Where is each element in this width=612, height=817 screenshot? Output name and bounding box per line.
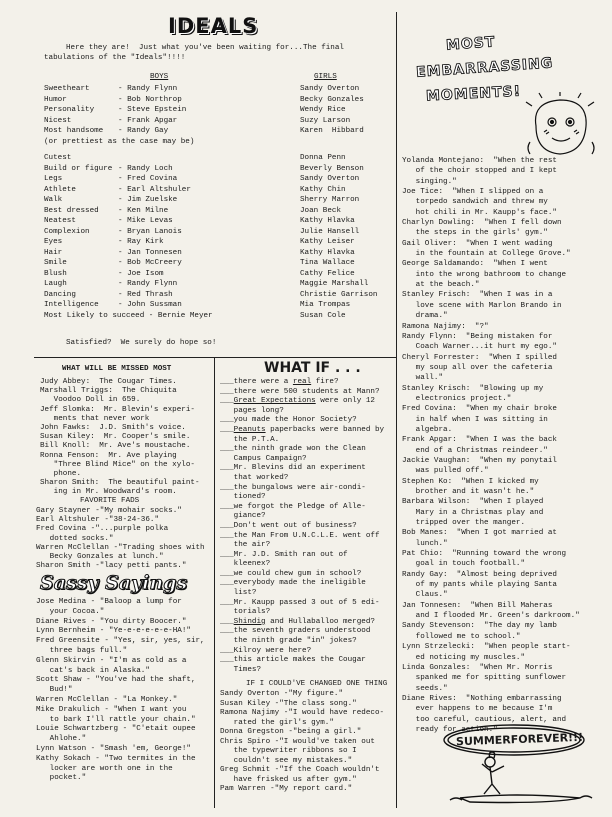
embarrassing-item: torpedo sandwich and threw my [402,198,548,207]
embarrassing-item: into the wrong bathroom to change [402,270,567,279]
ideals-boy-winner: - Bob Northrop [118,95,182,104]
missed-item: Ronna Fenson: Mr. Ave playing [40,451,177,460]
saying-item: cat's back in Alaska." [36,666,150,675]
embarrassing-item: was pulled off." [402,467,489,476]
embarrassing-item: Yolanda Montejano: "When the rest [402,157,557,165]
fad-item: dotted socks." [36,534,114,543]
saying-item: Glenn Skirvin - "I'm as cold as a [36,656,187,665]
ideals-intro-line-1: Here they are! Just what you've been waiting for...The final [66,44,344,52]
embarrassing-item: Lynn Strzelecki: "When people start- [402,643,571,652]
girls-header: GIRLS [314,73,337,81]
missed-item: Sharon Smith: The beautiful paint- [40,479,200,488]
whatif-pre-text: Times? [220,665,262,674]
ideals-category: Dancing [44,290,76,299]
missed-item: ments that never work [40,414,150,423]
whatif-item [220,541,384,551]
embarrassing-item: hot chili in Mr. Kaupp's face." [402,208,557,217]
embarrassing-item: in the fountain at College Grove." [402,250,571,259]
whatif-item [220,618,384,628]
ideals-category: Best dressed [44,206,99,215]
ideals-girl-winner: Beverly Benson [300,164,364,173]
change-item: Sandy Overton -"My figure." [220,690,344,698]
whatif-post-text: fire? [311,378,339,386]
whatif-list [220,378,384,675]
saying-item: Lynn Watson - "Smash 'em, George!" [36,744,191,753]
ideals-girl-winner: Tina Wallace [300,259,355,268]
change-item: the typewriter ribbons so I [220,747,357,755]
whatif-post-text: paperbacks were banned by [265,425,385,434]
embarrassing-item: ever happens to me because I'm [402,705,553,714]
embarrassing-item: and I flooded Mr. Green's darkroom." [402,612,580,621]
ideals-girl-winner: Christie Garrison [300,290,378,299]
embarrassing-item: of the choir stopped and I kept [402,167,557,176]
whatif-item [220,407,384,417]
change-list [220,690,384,795]
whatif-pre-text: ___Mr. Kaupp passed 3 out of 5 edi- [220,598,380,607]
change-item: Chris Spiro -"I would've taken out [220,737,375,746]
ideals-intro-line-2: tabulations of the "Ideals"!!!! [44,54,186,62]
missed-item: Voodoo Doll in 659. [40,396,141,405]
whatif-u-text: Peanuts [233,425,266,434]
whatif-pre-text: ___ [220,617,234,626]
blushing-face-icon [522,92,598,162]
embarrassing-item: Claus." [402,591,448,600]
whatif-item [220,436,384,446]
whatif-item [220,455,384,465]
whatif-pre-text: ___everybody made the ineligible [220,579,366,588]
change-item: Pam Warren -"My report card." [220,785,353,793]
whatif-item [220,445,384,455]
whatif-pre-text: ___the ninth grade won the Clean [220,445,366,454]
ideals-category: Eyes [44,238,63,247]
boys-header: BOYS [150,73,169,81]
embarrassing-item: ready for action." [402,725,498,734]
whatif-item [220,532,384,542]
change-item: rated the girl's gym." [220,718,334,727]
embarrassing-item: followed me to school." [402,632,521,641]
ideals-girl-winner: Susan Cole [300,311,346,320]
ideals-category: Intelligence [44,301,99,310]
summer-label: SUMMERFOREVER!!! [455,730,584,749]
whatif-pre-text: ___this article makes the Cougar [220,656,366,665]
whatif-item [220,484,384,494]
embarrassing-title-line-3: MOMENTS! [425,83,522,105]
ideals-category: Complexion [44,227,90,236]
saying-item: Jose Medina - "Baloop a lump for [36,598,182,606]
ideals-boy-winner: - Fred Covina [118,175,178,184]
ideals-boy-winner: - Jan Tonnesen [118,248,182,257]
saying-item: locker are worth one in the [36,764,173,773]
ideals-category: Athlete [44,185,76,194]
whatif-pre-text: the air? [220,541,271,550]
whatif-pre-text: ___there were a [220,378,293,386]
whatif-item [220,579,384,589]
whatif-pre-text: the ninth grade "in" jokes? [220,637,357,646]
whatif-pre-text: ___we could chew gum in school? [220,569,362,578]
ideals-girl-winner: Karen Hibbard [300,127,364,135]
missed-item: phone. [40,470,82,479]
change-title: IF I COULD'VE CHANGED ONE THING [246,680,388,688]
whatif-item [220,397,384,407]
whatif-pre-text: ___the Man From U.N.C.L.E. went off [220,531,380,540]
whatif-post-text: were only 12 [315,397,375,406]
change-item: Susan Kiley -"The class song." [220,699,357,708]
embarrassing-item: Randy Flynn: "Being mistaken for [402,332,553,341]
ideals-boy-winner: - Ken Milne [118,206,169,215]
missed-item: Marshall Triggs: The Chiquita [40,387,177,396]
embarrassing-item: Randy Gay: "Almost being deprived [402,570,557,579]
embarrassing-item: end of a Christmas reindeer." [402,446,548,455]
saying-item: to bark I'll rattle your chain." [36,715,196,724]
fad-item: Sharon Smith -"lacy petti pants." [36,562,187,571]
embarrassing-item: in half when I was sitting in [402,415,548,424]
ideals-girl-winner: Julie Hansell [300,227,360,236]
change-item: Donna Gregston -"being a girl." [220,728,362,736]
missed-list [40,378,200,498]
whatif-u-text: real [292,378,312,386]
embarrassing-item: Barbara Wilson: "When I played [402,498,544,507]
fad-item: Earl Altshuler -"38-24-36." [36,516,160,525]
saying-item: Diane Rives - "You dirty Boocer." [36,617,187,626]
missed-title: WHAT WILL BE MISSED MOST [62,365,172,373]
whatif-pre-text: ___Mr. Blevins did an experiment [220,464,366,473]
ideals-category: Neatest [44,217,76,226]
ideals-girl-winner: Joan Beck [300,206,342,215]
saying-item: your Cocoa." [36,607,105,616]
embarrassing-item: Ramona Najimy: "?" [402,322,489,331]
ideals-boy-winner: - Randy Gay [118,127,169,135]
embarrassing-item: the steps in the girls' gym." [402,229,548,238]
change-item: Greg Schmit -"If the Coach wouldn't [220,766,380,774]
ideals-boy-winner: - Jim Zuelske [118,196,178,205]
saying-item: pocket." [36,774,87,783]
embarrassing-title-line-2: EMBARRASSING [415,55,554,81]
missed-item: Susan Kiley: Mr. Cooper's smile. [40,433,191,442]
embarrassing-item: Stanley Krisch: "Blowing up my [402,384,544,393]
sassy-title: Sassy Sayings [40,572,188,594]
ideals-boy-winner: - Mike Levas [118,217,173,226]
whatif-pre-text: ___Don't went out of business? [220,521,357,530]
whatif-item [220,551,384,561]
embarrassing-item: Gail Oliver: "When I went wading [402,239,553,248]
fads-title: FAVORITE FADS [80,497,140,505]
missed-item: "Three Blind Mice" on the xylo- [40,460,195,469]
saying-item: Scott Shaw - "You've had the shaft, [36,676,196,685]
embarrassing-item: love scene with Marlon Brando in [402,301,562,310]
ideals-girl-winner: Kathy Leiser [300,238,355,247]
embarrassing-item: wall." [402,374,444,383]
ideals-girl-winner: Kathy Hlavka [300,248,355,257]
embarrassing-item: tripped over the manger. [402,519,526,528]
saying-item: Lynn Bernheim - "Ye-e-e-e-e-e-HA!" [36,627,191,636]
embarrassing-item: too careful, cautious, alert, and [402,715,567,724]
whatif-pre-text: kleenex? [220,560,271,569]
ideals-category: Walk [44,196,63,205]
ideals-girl-winner: Kathy Chin [300,185,346,194]
ideals-category: Laugh [44,280,67,289]
whatif-pre-text: ___we forgot the Pledge of Alle- [220,502,366,511]
embarrassing-item: drama." [402,312,448,321]
ideals-boy-winner: - Joe Isom [118,269,164,278]
whatif-pre-text: ___the seventh graders understood [220,627,371,636]
embarrassing-item: brother and it wasn't he." [402,488,535,496]
whatif-pre-text: ___there were 500 students at Mann? [220,387,380,396]
fad-item: Gary Stayner -"My mohair socks." [36,507,182,515]
ideals-boy-winner: - Red Thrash [118,290,173,299]
ideals-boy-winner: - Randy Flynn [118,280,178,289]
embarrassing-list [402,156,580,735]
ideals-girl-winner: Sherry Marron [300,196,360,205]
embarrassing-item: Cheryl Forrester: "When I spilled [402,353,557,362]
ideals-closing: Satisfied? We surely do hope so! [66,339,217,347]
embarrassing-item: Stanley Frisch: "When I was in a [402,291,553,300]
ideals-category: Humor [44,95,67,104]
embarrassing-item: Jackie Vaughan: "When my ponytail [402,456,557,465]
embarrassing-item: Stephen Ko: "When I kicked my [402,477,539,486]
ideals-boy-winner: - Frank Apgar [118,116,178,125]
embarrassing-item: electronics project." [402,394,512,403]
missed-item: John Fawks: J.D. Smith's voice. [40,424,186,433]
embarrassing-item: spanked me for spitting sunflower [402,674,567,683]
whatif-item [220,656,384,666]
ideals-boy-winner: - Bob McCreery [118,259,182,268]
ideals-boy-winner: - Randy Loch [118,164,173,173]
whatif-item [220,608,384,618]
whatif-pre-text: torials? [220,608,271,617]
center-column-divider [396,12,397,808]
embarrassing-item: George Saldamando: "When I went [402,260,548,269]
whatif-item [220,570,384,580]
ideals-category: Most Likely to succeed - Bernie Meyer [44,311,213,320]
embarrassing-item: Sandy Stevenson: "The day my lamb [402,622,557,631]
ideals-category: Personality [44,106,95,114]
embarrassing-item: singing." [402,177,457,186]
ideals-boy-winner: - Randy Flynn [118,85,178,93]
embarrassing-item: lunch." [402,539,448,548]
ideals-category: Cutest [44,154,72,163]
whatif-pre-text: tioned? [220,493,266,502]
whatif-title: WHAT IF . . . [264,360,361,376]
saying-item: Warren McClellan - "La Monkey." [36,695,178,704]
whatif-item [220,416,384,426]
whatif-pre-text: ___Mr. J.D. Smith ran out of [220,550,348,559]
ideals-category: Blush [44,269,67,278]
ideals-girl-winner: Suzy Larson [300,116,351,125]
embarrassing-item: goal in touch football." [402,560,526,569]
whatif-item [220,503,384,513]
ideals-category: Legs [44,175,63,184]
whatif-item [220,522,384,532]
embarrassing-item: Coach Warner...it hurt my ego." [402,343,557,352]
ideals-boy-winner: - Steve Epstein [118,106,187,114]
embarrassing-item: Charlyn Dowling: "When I fell down [402,219,562,228]
whatif-item [220,464,384,474]
ideals-girl-winner: Mia Trompas [300,301,351,310]
saying-item: Mike Drakulich - "When I want you [36,705,187,714]
embarrassing-item: at the beach." [402,281,480,290]
missed-item: Bill Knoll: Mr. Ave's moustache. [40,442,191,451]
whatif-pre-text: ___Kilroy were here? [220,646,312,655]
sassy-list [36,598,205,784]
change-item: couldn't see my mistakes." [220,756,353,765]
embarrassing-item: Frank Apgar: "When I was the back [402,436,557,445]
embarrassing-item: algebra. [402,425,453,434]
fad-item: Becky Gonzales at lunch." [36,553,164,562]
change-item: Ramona Najimy -"I would have redeco- [220,709,385,717]
embarrassing-item: Joe Tice: "When I slipped on a [402,188,544,197]
ideals-boy-winner: - John Sussman [118,301,182,310]
ideals-category: Build or figure [44,164,113,173]
ideals-category: Most handsome [44,127,104,135]
ideals-category: Nicest [44,116,72,125]
whatif-pre-text: ___ [220,425,234,434]
whatif-item [220,666,384,676]
ideals-boy-winner: - Earl Altshuler [118,185,191,194]
saying-item: Kathy Sokach - "Two termites in the [36,754,196,763]
whatif-item [220,474,384,484]
missed-item: Jeff Slomka: Mr. Blevin's experi- [40,405,195,414]
ideals-category: Smile [44,259,67,268]
whatif-pre-text: that worked? [220,473,289,482]
whatif-item [220,560,384,570]
missed-item: ing in Mr. Woodward's room. [40,488,177,497]
ideals-girl-winner: Wendy Rice [300,106,346,114]
ideals-girl-winner: Sandy Overton [300,175,360,184]
ideals-girl-winner: Kathy Hlavka [300,217,355,226]
ideals-girl-winner: Donna Penn [300,154,346,163]
whatif-item [220,493,384,503]
whatif-item [220,627,384,637]
whatif-item [220,589,384,599]
saying-item: Ahlohe." [36,735,87,744]
embarrassing-item: Linda Gonzales: "When Mr. Morris [402,663,553,672]
whatif-pre-text: Campus Campaign? [220,454,307,463]
whatif-pre-text: ___ [220,397,234,406]
saying-item: three bags full." [36,646,128,655]
whatif-pre-text: list? [220,589,257,598]
saying-item: Louie Schwartzberg - "C'etait oupee [36,725,196,734]
ideals-girl-winner: Sandy Overton [300,85,360,93]
whatif-pre-text: giance? [220,512,266,521]
whatif-item [220,378,384,388]
left-column-divider [214,357,215,808]
ideals-category: (or prettiest as the case may be) [44,137,195,146]
embarrassing-item: Jan Tonnesen: "When Bill Maheras [402,601,553,610]
embarrassing-item: Pat Chio: "Running toward the wrong [402,550,567,559]
embarrassing-item: ed noticing my muscles." [402,653,526,662]
embarrassing-item: Mary in a Christmas play and [402,508,544,517]
whatif-u-text: Great Expectations [233,397,316,406]
whatif-pre-text: ___you made the Honor Society? [220,416,357,425]
fad-item: Fred Covina -"...purple polka [36,525,169,534]
ideals-boy-winner: - Bryan Lanois [118,227,182,236]
embarrassing-item: Bob Manes: "When I got married at [402,529,557,538]
whatif-pre-text: ___the bungalows were air-condi- [220,483,366,492]
whatif-item [220,512,384,522]
whatif-item [220,637,384,647]
ideals-girl-winner: Maggie Marshall [300,280,369,289]
ideals-girl-winner: Becky Gonzales [300,95,364,104]
fad-item: Warren McClellan -"Trading shoes with [36,543,205,552]
fads-list [36,507,205,571]
whatif-u-text: Shindig [233,617,266,626]
change-item: have frisked us after gym." [220,775,357,784]
embarrassing-item: Fred Covina: "When my chair broke [402,405,557,414]
embarrassing-item: of my pants while playing Santa [402,581,557,590]
ideals-category: Hair [44,248,63,257]
whatif-post-text: and Hullaballoo merged? [265,617,375,626]
whatif-item [220,388,384,398]
embarrassing-item: my soup all over the cafeteria [402,363,553,372]
whatif-pre-text: the P.T.A. [220,435,280,444]
ideals-bottom-rule [34,357,396,358]
embarrassing-title-line-1: MOST [445,34,496,54]
whatif-item [220,599,384,609]
embarrassing-item: Diane Rives: "Nothing embarrassing [402,694,562,703]
embarrassing-item: seeds." [402,684,448,693]
saying-item: Bud!" [36,686,73,695]
whatif-pre-text: pages long? [220,406,284,415]
ideals-girl-winner: Cathy Felice [300,269,355,278]
saying-item: Fred Greensite - "Yes, sir, yes, sir, [36,637,205,646]
whatif-item [220,647,384,657]
missed-item: Judy Abbey: The Cougar Times. [40,378,177,386]
ideals-category: Sweetheart [44,85,90,93]
whatif-item [220,426,384,436]
ideals-boy-winner: - Ray Kirk [118,238,164,247]
ideals-title: IDEALS [168,14,259,38]
